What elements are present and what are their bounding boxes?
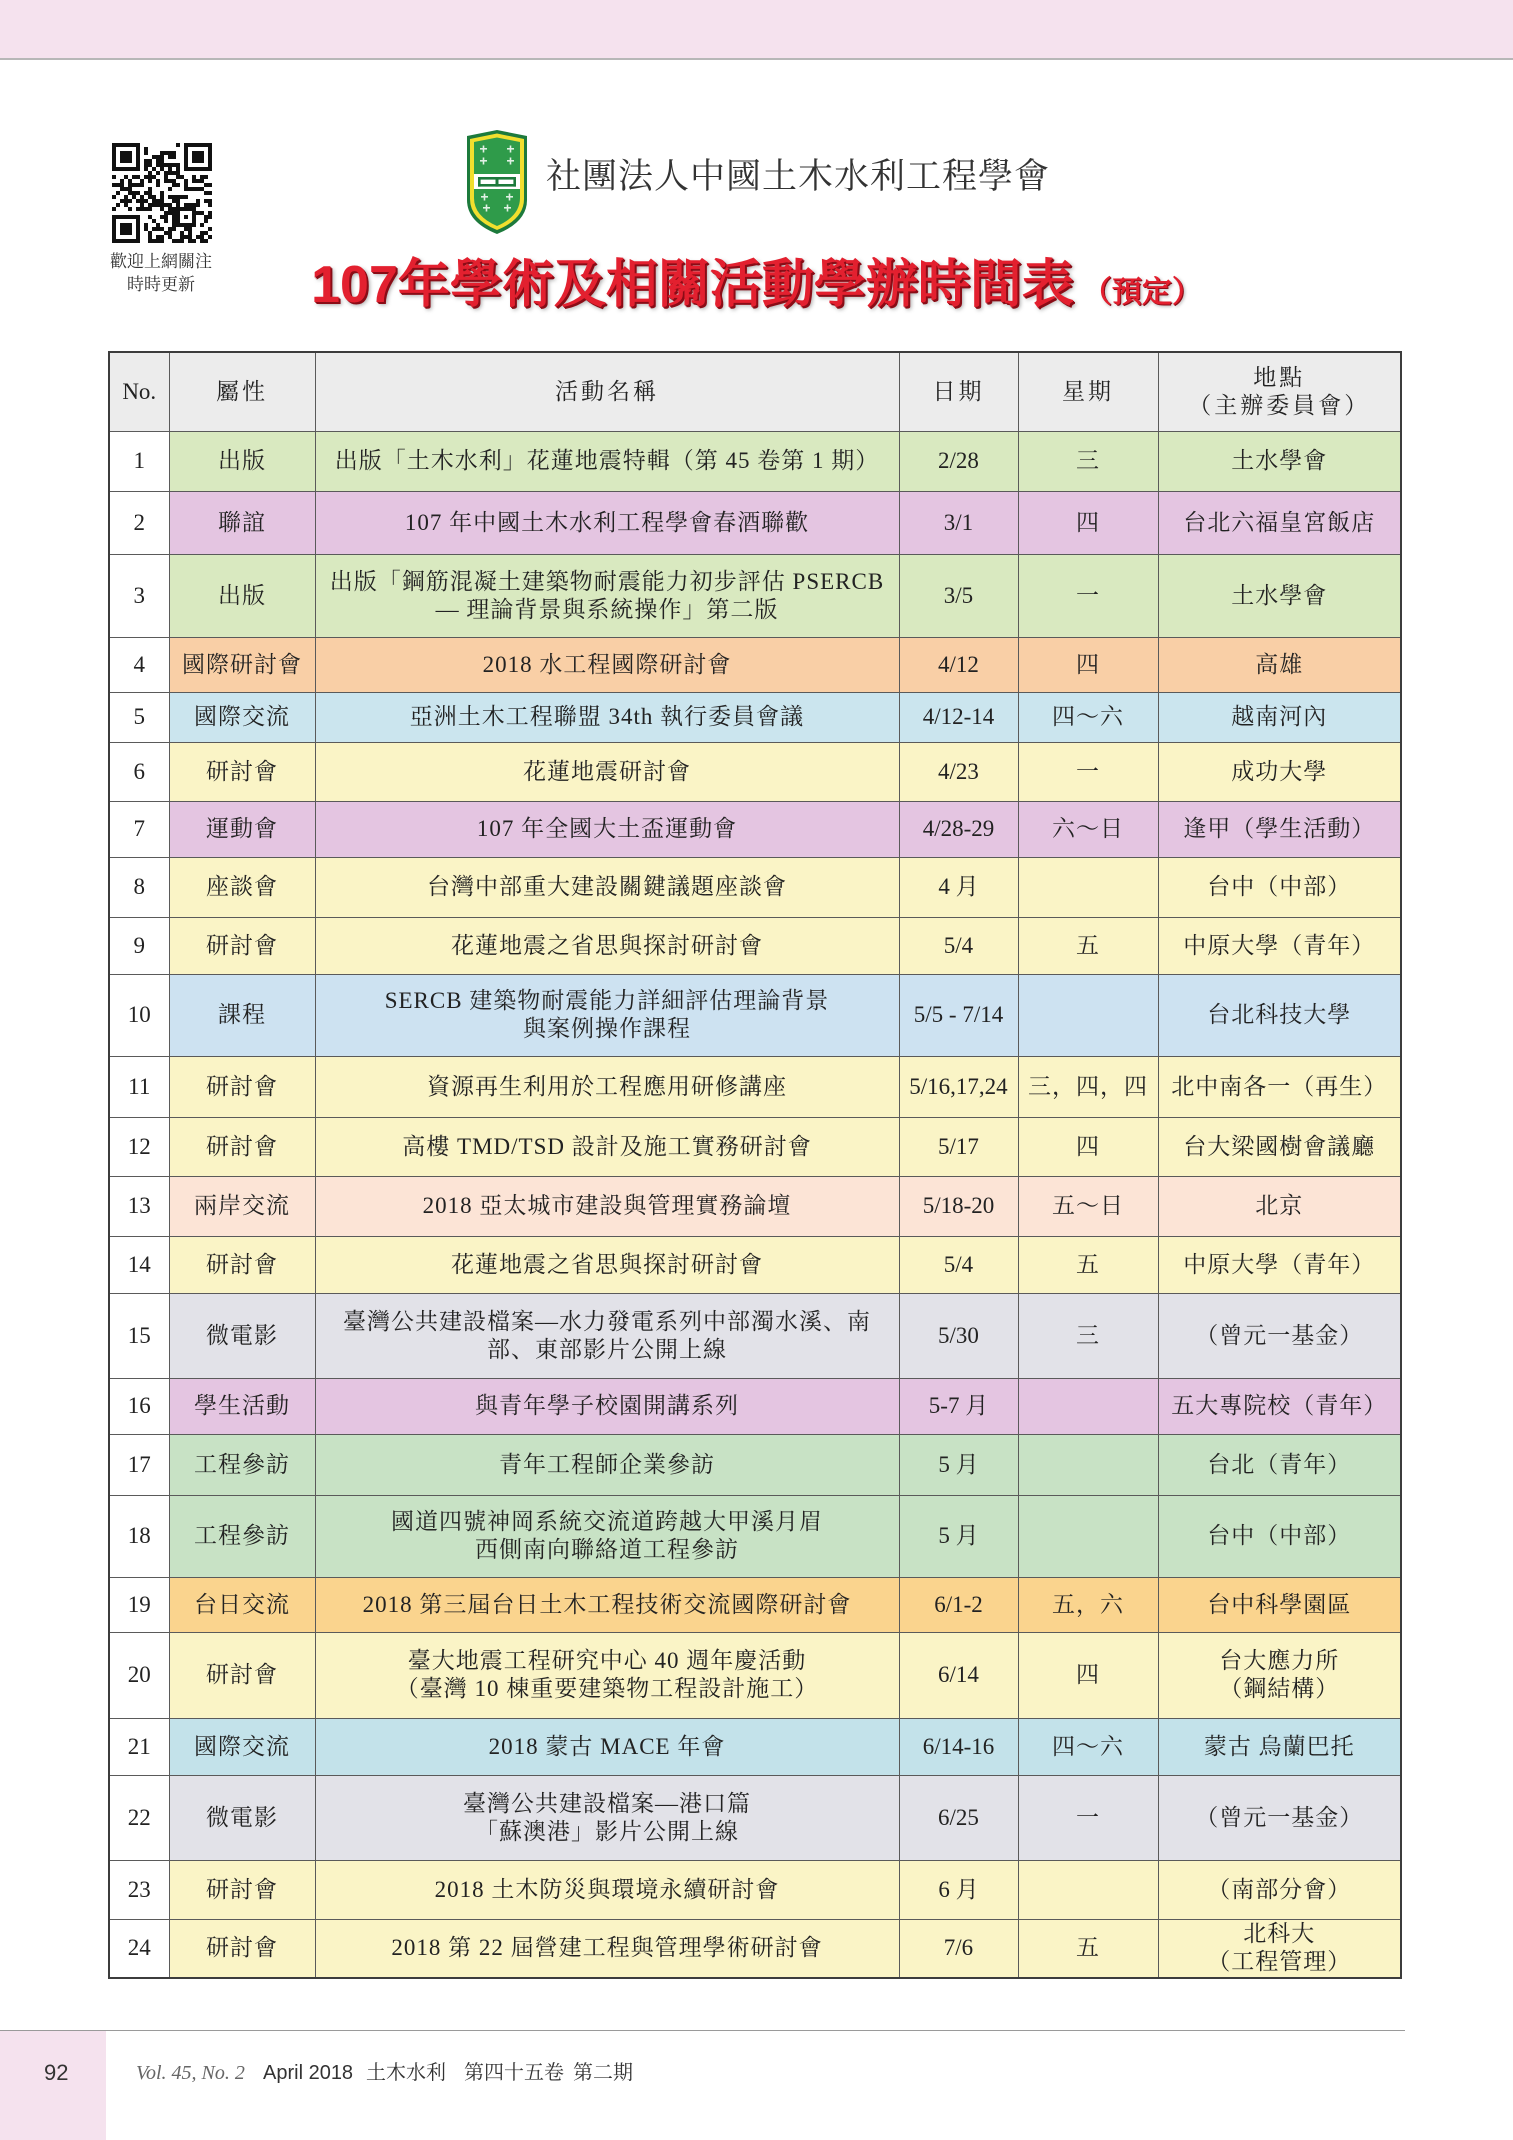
cell-location: 台北（青年） [1158,1434,1401,1495]
cell-activity: 107 年中國土木水利工程學會春酒聯歡 [315,491,899,554]
qr-code [112,143,212,243]
table-header-row [109,352,1401,431]
cell-location: 台大梁國樹會議廳 [1158,1117,1401,1176]
cell-no: 22 [109,1775,169,1860]
cell-category: 研討會 [169,917,315,974]
header-activity: 活動名稱 [315,352,899,431]
footer-journal: 土木水利 [366,2062,446,2084]
cell-weekday: 三，四，四 [1018,1056,1158,1117]
cell-weekday: 六～日 [1018,801,1158,857]
cell-weekday: 五 [1018,1919,1158,1978]
cell-no: 20 [109,1632,169,1718]
cell-date: 6/25 [899,1775,1018,1860]
cell-date: 4/28-29 [899,801,1018,857]
table-row [109,1293,1401,1378]
cell-location: 中原大學（青年） [1158,917,1401,974]
cell-category: 微電影 [169,1293,315,1378]
cell-no: 16 [109,1378,169,1434]
cell-category: 國際交流 [169,692,315,742]
cell-category: 課程 [169,974,315,1056]
cell-weekday [1018,1495,1158,1577]
cell-weekday: 四 [1018,637,1158,692]
cell-category: 聯誼 [169,491,315,554]
table-row [109,1236,1401,1293]
table-row [109,1434,1401,1495]
table-row [109,1495,1401,1577]
org-name: 社團法人中國土木水利工程學會 [546,157,1051,196]
cell-weekday: 四 [1018,1632,1158,1718]
top-band [0,0,1513,60]
cell-no: 9 [109,917,169,974]
cell-location: 越南河內 [1158,692,1401,742]
cell-activity: 臺灣公共建設檔案—水力發電系列中部濁水溪、南 部、東部影片公開上線 [315,1293,899,1378]
schedule-table [108,351,1402,1979]
cell-location: （南部分會） [1158,1860,1401,1919]
qr-caption-line: 歡迎上網關注 [110,252,212,271]
cell-weekday [1018,974,1158,1056]
cell-date: 5/17 [899,1117,1018,1176]
table-row [109,1176,1401,1236]
footer-issue-zh: 第二期 [573,2062,633,2084]
cell-no: 7 [109,801,169,857]
cell-activity: 國道四號神岡系統交流道跨越大甲溪月眉 西側南向聯絡道工程參訪 [315,1495,899,1577]
cell-date: 6/1-2 [899,1577,1018,1632]
cell-location: 北科大 （工程管理） [1158,1919,1401,1978]
table-row [109,857,1401,917]
cell-location: 高雄 [1158,637,1401,692]
cell-activity: SERCB 建築物耐震能力詳細評估理論背景 與案例操作課程 [315,974,899,1056]
table-row [109,1860,1401,1919]
cell-category: 研討會 [169,742,315,801]
cell-date: 5/5 - 7/14 [899,974,1018,1056]
cell-category: 工程參訪 [169,1495,315,1577]
cell-date: 6 月 [899,1860,1018,1919]
cell-weekday: 一 [1018,742,1158,801]
cell-category: 出版 [169,431,315,491]
cell-activity: 2018 蒙古 MACE 年會 [315,1718,899,1775]
cell-date: 4/23 [899,742,1018,801]
table-row [109,692,1401,742]
header-location: 地點 （主辦委員會） [1158,352,1401,431]
cell-no: 3 [109,554,169,637]
cell-location: 土水學會 [1158,431,1401,491]
cell-date: 2/28 [899,431,1018,491]
cell-location: 土水學會 [1158,554,1401,637]
cell-no: 13 [109,1176,169,1236]
society-logo [464,128,530,236]
cell-weekday: 三 [1018,1293,1158,1378]
cell-activity: 花蓮地震之省思與探討研討會 [315,917,899,974]
cell-no: 11 [109,1056,169,1117]
cell-location: 台北六福皇宮飯店 [1158,491,1401,554]
cell-no: 6 [109,742,169,801]
cell-no: 10 [109,974,169,1056]
cell-no: 18 [109,1495,169,1577]
cell-no: 4 [109,637,169,692]
cell-date: 5/30 [899,1293,1018,1378]
cell-weekday: 四～六 [1018,692,1158,742]
cell-no: 8 [109,857,169,917]
cell-activity: 臺大地震工程研究中心 40 週年慶活動 （臺灣 10 棟重要建築物工程設計施工） [315,1632,899,1718]
cell-no: 12 [109,1117,169,1176]
table-row [109,1117,1401,1176]
cell-weekday: 五～日 [1018,1176,1158,1236]
cell-no: 1 [109,431,169,491]
table-row [109,1632,1401,1718]
cell-category: 研討會 [169,1632,315,1718]
cell-no: 5 [109,692,169,742]
cell-activity: 與青年學子校園開講系列 [315,1378,899,1434]
cell-weekday [1018,1434,1158,1495]
cell-activity: 高樓 TMD/TSD 設計及施工實務研討會 [315,1117,899,1176]
cell-no: 14 [109,1236,169,1293]
footer-volume: Vol. 45, No. 2 [136,2062,245,2084]
page-title: 107年學術及相關活動學辦時間表 [311,256,1074,314]
cell-date: 4/12 [899,637,1018,692]
cell-date: 5/18-20 [899,1176,1018,1236]
table-row [109,637,1401,692]
header-date: 日期 [899,352,1018,431]
cell-activity: 花蓮地震之省思與探討研討會 [315,1236,899,1293]
cell-category: 運動會 [169,801,315,857]
cell-no: 15 [109,1293,169,1378]
table-row [109,1718,1401,1775]
cell-date: 6/14 [899,1632,1018,1718]
cell-weekday: 四 [1018,491,1158,554]
header-category: 屬性 [169,352,315,431]
cell-category: 研討會 [169,1236,315,1293]
cell-weekday: 五，六 [1018,1577,1158,1632]
table-row [109,801,1401,857]
cell-category: 出版 [169,554,315,637]
cell-weekday: 一 [1018,1775,1158,1860]
cell-activity: 107 年全國大土盃運動會 [315,801,899,857]
table-row [109,1775,1401,1860]
cell-no: 21 [109,1718,169,1775]
cell-activity: 青年工程師企業參訪 [315,1434,899,1495]
cell-no: 19 [109,1577,169,1632]
table-row [109,554,1401,637]
cell-location: 台中（中部） [1158,1495,1401,1577]
title-row [0,250,1513,322]
cell-category: 國際交流 [169,1718,315,1775]
cell-date: 6/14-16 [899,1718,1018,1775]
cell-date: 4/12-14 [899,692,1018,742]
cell-location: 台大應力所 （鋼結構） [1158,1632,1401,1718]
table-row [109,1378,1401,1434]
cell-date: 5-7 月 [899,1378,1018,1434]
header-weekday: 星期 [1018,352,1158,431]
cell-date: 7/6 [899,1919,1018,1978]
cell-no: 23 [109,1860,169,1919]
cell-location: 台中科學園區 [1158,1577,1401,1632]
cell-category: 研討會 [169,1919,315,1978]
table-body [109,431,1401,1978]
cell-activity: 出版「土木水利」花蓮地震特輯（第 45 卷第 1 期） [315,431,899,491]
cell-location: 台北科技大學 [1158,974,1401,1056]
cell-activity: 臺灣公共建設檔案—港口篇 「蘇澳港」影片公開上線 [315,1775,899,1860]
footer-date: April 2018 [263,2062,354,2084]
cell-date: 5/4 [899,1236,1018,1293]
cell-activity: 2018 第 22 屆營建工程與管理學術研討會 [315,1919,899,1978]
cell-weekday: 三 [1018,431,1158,491]
cell-weekday [1018,1378,1158,1434]
cell-category: 研討會 [169,1860,315,1919]
footer-rule [0,2030,1405,2031]
title-note: （預定） [1081,276,1202,309]
cell-activity: 出版「鋼筋混凝土建築物耐震能力初步評估 PSERCB — 理論背景與系統操作」第二版 [315,554,899,637]
page-number: 92 [44,2060,69,2085]
cell-activity: 2018 水工程國際研討會 [315,637,899,692]
cell-location: 五大專院校（青年） [1158,1378,1401,1434]
cell-location: 北中南各一（再生） [1158,1056,1401,1117]
cell-date: 5/4 [899,917,1018,974]
table-row [109,1577,1401,1632]
cell-date: 4 月 [899,857,1018,917]
cell-weekday: 四～六 [1018,1718,1158,1775]
cell-location: 台中（中部） [1158,857,1401,917]
cell-date: 3/5 [899,554,1018,637]
cell-no: 24 [109,1919,169,1978]
header-no: No. [109,352,169,431]
cell-weekday: 四 [1018,1117,1158,1176]
cell-location: 中原大學（青年） [1158,1236,1401,1293]
cell-no: 17 [109,1434,169,1495]
table-row [109,1056,1401,1117]
table-row [109,917,1401,974]
cell-category: 微電影 [169,1775,315,1860]
cell-date: 5/16,17,24 [899,1056,1018,1117]
cell-date: 5 月 [899,1495,1018,1577]
table-row [109,974,1401,1056]
cell-weekday: 五 [1018,917,1158,974]
cell-category: 研討會 [169,1056,315,1117]
cell-activity: 2018 亞太城市建設與管理實務論壇 [315,1176,899,1236]
cell-no: 2 [109,491,169,554]
table-row [109,491,1401,554]
cell-weekday [1018,1860,1158,1919]
cell-activity: 2018 土木防災與環境永續研討會 [315,1860,899,1919]
cell-category: 兩岸交流 [169,1176,315,1236]
cell-category: 學生活動 [169,1378,315,1434]
cell-location: （曾元一基金） [1158,1775,1401,1860]
cell-location: 北京 [1158,1176,1401,1236]
cell-activity: 2018 第三屆台日土木工程技術交流國際研討會 [315,1577,899,1632]
cell-category: 工程參訪 [169,1434,315,1495]
cell-location: 成功大學 [1158,742,1401,801]
cell-category: 國際研討會 [169,637,315,692]
cell-category: 台日交流 [169,1577,315,1632]
cell-weekday [1018,857,1158,917]
cell-weekday: 一 [1018,554,1158,637]
cell-category: 研討會 [169,1117,315,1176]
cell-activity: 花蓮地震研討會 [315,742,899,801]
cell-activity: 資源再生利用於工程應用研修講座 [315,1056,899,1117]
cell-activity: 亞洲土木工程聯盟 34th 執行委員會議 [315,692,899,742]
cell-weekday: 五 [1018,1236,1158,1293]
cell-location: 蒙古 烏蘭巴托 [1158,1718,1401,1775]
qr-caption-line: 時時更新 [127,275,195,294]
footer-volume-zh: 第四十五卷 [464,2062,564,2084]
cell-location: 逢甲（學生活動） [1158,801,1401,857]
cell-location: （曾元一基金） [1158,1293,1401,1378]
cell-date: 3/1 [899,491,1018,554]
table-row [109,431,1401,491]
table-row [109,742,1401,801]
table-row [109,1919,1401,1978]
cell-activity: 台灣中部重大建設關鍵議題座談會 [315,857,899,917]
cell-category: 座談會 [169,857,315,917]
cell-date: 5 月 [899,1434,1018,1495]
